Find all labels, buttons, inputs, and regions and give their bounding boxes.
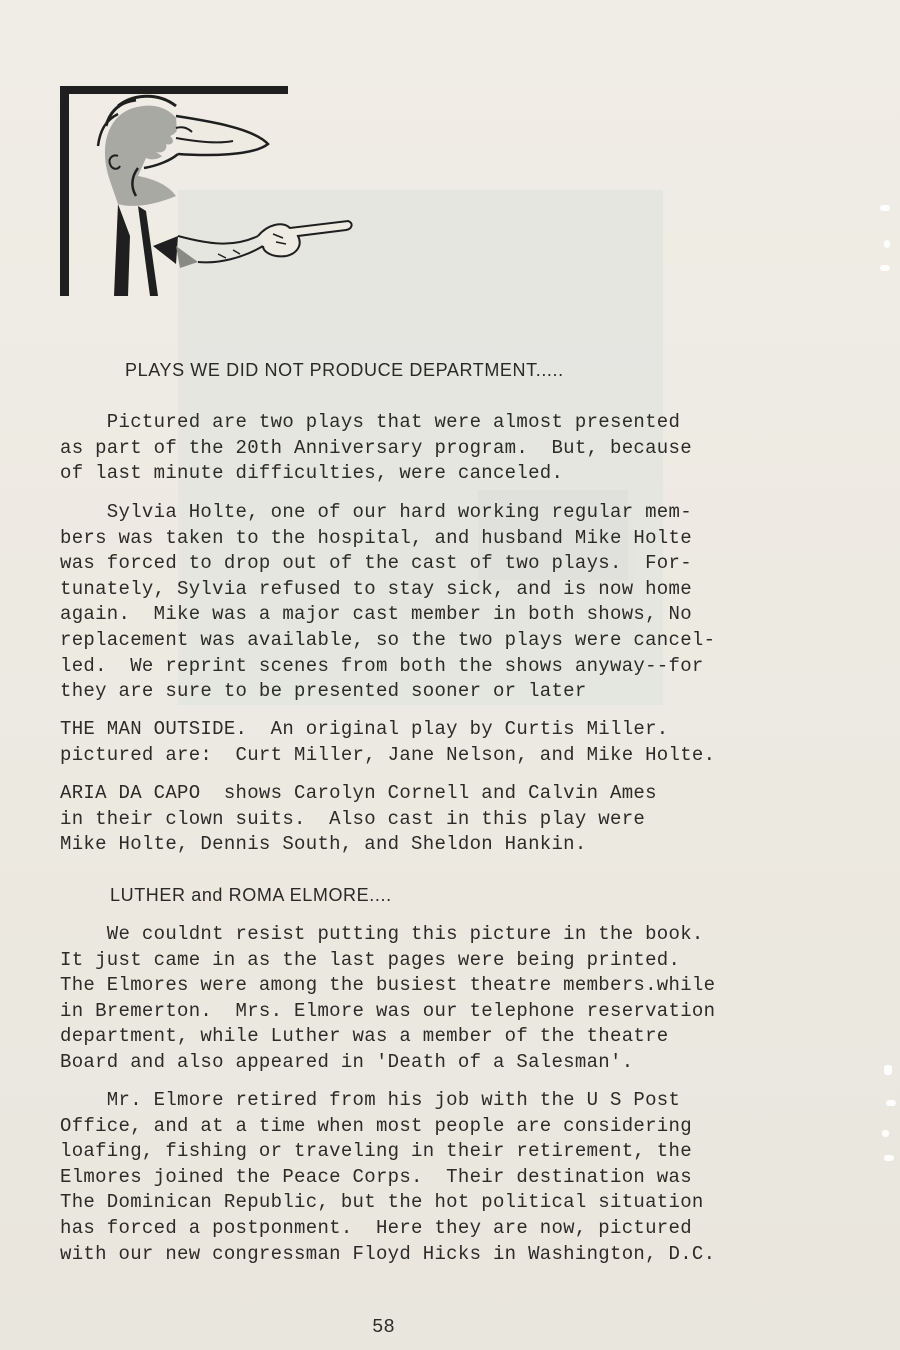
- text-line: Mr. Elmore retired from his job with the U S Post: [60, 1089, 681, 1111]
- paragraph-elmores-picture: [60, 922, 790, 1076]
- text-line: bers was taken to the hospital, and husband Mike Holte: [60, 526, 692, 549]
- paragraph-pictured-plays: [60, 410, 790, 487]
- pointing-man-cartoon-icon: [58, 86, 358, 301]
- text-line: pictured are: Curt Miller, Jane Nelson, and Mike Holte.: [60, 743, 716, 766]
- text-line: The Dominican Republic, but the hot political situation: [60, 1191, 704, 1214]
- text-line: We couldnt resist putting this picture in the book.: [60, 923, 704, 945]
- text-line: ARIA DA CAPO shows Carolyn Cornell and Calvin Ames: [60, 782, 657, 804]
- text-line: department, while Luther was a member of the theatre: [60, 1025, 669, 1048]
- text-line: It just came in as the last pages were being printed.: [60, 948, 681, 971]
- text-line: led. We reprint scenes from both the shows anyway--for: [60, 654, 704, 677]
- page-number: 58: [372, 1316, 395, 1338]
- text-line: Mike Holte, Dennis South, and Sheldon Hankin.: [60, 833, 587, 856]
- text-line: in Bremerton. Mrs. Elmore was our telephone reservation: [60, 999, 716, 1022]
- paragraph-man-outside: [60, 717, 790, 768]
- text-line: in their clown suits. Also cast in this play were: [60, 807, 646, 830]
- paragraph-aria-da-capo: [60, 781, 790, 858]
- text-line: The Elmores were among the busiest theatre members.while: [60, 974, 716, 997]
- text-line: loafing, fishing or traveling in their retirement, the: [60, 1140, 692, 1163]
- paragraph-elmore-retired: [60, 1088, 790, 1267]
- elmore-section-heading: LUTHER and ROMA ELMORE....: [110, 885, 392, 905]
- text-line: as part of the 20th Anniversary program. But, because: [60, 436, 692, 459]
- text-line: Elmores joined the Peace Corps. Their destination was: [60, 1165, 692, 1188]
- text-line: again. Mike was a major cast member in both shows, No: [60, 603, 692, 626]
- paragraph-sylvia-holte: [60, 500, 790, 705]
- text-line: Office, and at a time when most people are considering: [60, 1114, 692, 1137]
- text-line: of last minute difficulties, were canceled.: [60, 462, 564, 485]
- text-line: Sylvia Holte, one of our hard working regular mem-: [60, 501, 692, 523]
- text-line: they are sure to be presented sooner or later: [60, 680, 587, 703]
- text-line: Pictured are two plays that were almost presented: [60, 411, 681, 433]
- text-line: tunately, Sylvia refused to stay sick, and is now home: [60, 577, 692, 600]
- text-line: has forced a postponment. Here they are now, pictured: [60, 1216, 692, 1239]
- text-line: THE MAN OUTSIDE. An original play by Curtis Miller.: [60, 718, 669, 740]
- text-line: was forced to drop out of the cast of two plays. For-: [60, 552, 692, 575]
- text-line: with our new congressman Floyd Hicks in Washington, D.C.: [60, 1242, 716, 1265]
- text-line: Board and also appeared in 'Death of a Salesman'.: [60, 1050, 634, 1073]
- plays-section-heading: PLAYS WE DID NOT PRODUCE DEPARTMENT.....: [125, 360, 564, 380]
- text-line: replacement was available, so the two plays were cancel-: [60, 628, 716, 651]
